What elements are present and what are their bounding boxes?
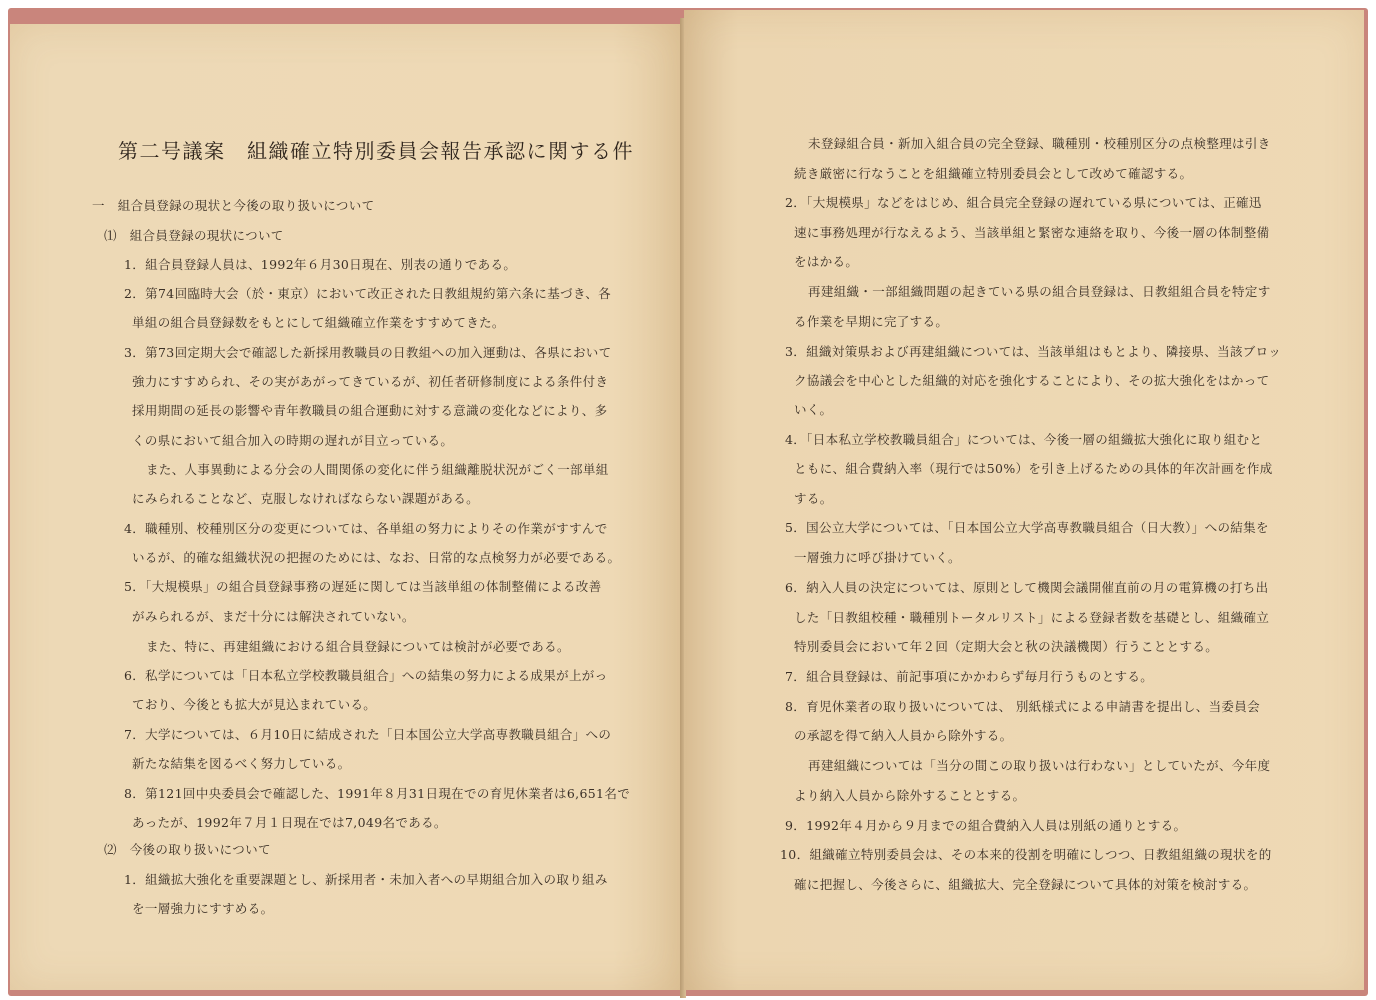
- right-line: ともに、組合費納入率（現行では50%）を引き上げるための具体的年次計画を作成: [794, 461, 1273, 476]
- right-line: 速に事務処理が行なえるよう、当該単組と緊密な連絡を取り、今後一層の体制整備: [794, 225, 1270, 240]
- left-line: 7．大学については、６月10日に結成された「日本国公立大学高専教職員組合」への: [124, 727, 612, 742]
- right-line: 10．組織確立特別委員会は、その本来的役割を明確にしつつ、日教組組織の現状を的: [780, 847, 1272, 862]
- left-line: 1．組織拡大強化を重要課題とし、新採用者・未加入者への早期組合加入の取り組み: [124, 872, 608, 887]
- right-line: 3．組織対策県および再建組織については、当該単組はもとより、隣接県、当該ブロッ: [785, 344, 1282, 359]
- right-line: 一層強力に呼び掛けていく。: [794, 550, 961, 565]
- right-line: ク協議会を中心とした組織的対応を強化することにより、その拡大強化をはかって: [794, 373, 1270, 388]
- right-line: いく。: [794, 402, 833, 417]
- left-line: 採用期間の延長の影響や青年教職員の組合運動に対する意識の変化などにより、多: [132, 403, 608, 418]
- left-line: 8．第121回中央委員会で確認した、1991年８月31日現在での育児休業者は6,651名で: [124, 786, 631, 801]
- left-line: 一 組合員登録の現状と今後の取り扱いについて: [92, 198, 375, 213]
- right-line: 6．納入人員の決定については、原則として機関会議開催直前の月の電算機の打ち出: [785, 580, 1269, 595]
- document-title: 第二号議案 組織確立特別委員会報告承認に関する件: [118, 139, 634, 163]
- left-line: あったが、1992年７月１日現在では7,049名である。: [132, 815, 447, 830]
- left-line: ており、今後とも拡大が見込まれている。: [132, 697, 377, 712]
- left-line: 単組の組合員登録数をもとにして組織確立作業をすすめてきた。: [132, 315, 505, 330]
- right-line: 9．1992年４月から９月までの組合費納入人員は別紙の通りとする。: [785, 818, 1187, 833]
- left-line: 3．第73回定期大会で確認した新採用教職員の日教組への加入運動は、各県において: [124, 345, 612, 360]
- right-line: 再建組織については「当分の間この取り扱いは行わない」としていたが、今年度: [808, 758, 1271, 773]
- right-line: をはかる。: [794, 254, 859, 269]
- left-line: 強力にすすめられ、その実があがってきているが、初任者研修制度による条件付き: [132, 374, 609, 389]
- left-line: また、特に、再建組織における組合員登録については検討が必要である。: [146, 639, 570, 654]
- right-line: 未登録組合員・新加入組合員の完全登録、職種別・校種別区分の点検整理は引き: [808, 136, 1271, 151]
- left-line: いるが、的確な組織状況の把握のためには、なお、日常的な点検努力が必要である。: [132, 550, 621, 565]
- right-line: 4．「日本私立学校教職員組合」については、今後一層の組織拡大強化に取り組むと: [785, 432, 1263, 447]
- left-line: がみられるが、まだ十分には解決されていない。: [132, 609, 415, 624]
- right-line: した「日教組校種・職種別トータルリスト」による登録者数を基礎とし、組織確立: [794, 610, 1270, 625]
- left-line: 2．第74回臨時大会（於・東京）において改正された日教組規約第六条に基づき、各: [124, 286, 612, 301]
- right-line: 2．「大規模県」などをはじめ、組合員完全登録の遅れている県については、正確迅: [785, 195, 1262, 210]
- left-line: 1．組合員登録人員は、1992年６月30日現在、別表の通りである。: [124, 257, 517, 272]
- right-line: の承認を得て納入人員から除外する。: [794, 728, 1013, 743]
- right-line: 確に把握し、今後さらに、組織拡大、完全登録について具体的対策を検討する。: [794, 877, 1257, 892]
- left-line: ⑴ 組合員登録の現状について: [104, 228, 284, 243]
- right-line: より納入人員から除外することとする。: [794, 788, 1026, 803]
- right-line: 再建組織・一部組織問題の起きている県の組合員登録は、日教組組合員を特定す: [808, 284, 1271, 299]
- left-line: 6．私学については「日本私立学校教職員組合」への結集の努力による成果が上がっ: [124, 668, 608, 683]
- left-line: 4．職種別、校種別区分の変更については、各単組の努力によりその作業がすすんで: [124, 521, 608, 536]
- right-line: る作業を早期に完了する。: [794, 314, 949, 329]
- right-line: 特別委員会において年２回（定期大会と秋の決議機関）行うこととする。: [794, 639, 1219, 654]
- right-line: 続き厳密に行なうことを組織確立特別委員会として改めて確認する。: [794, 166, 1193, 181]
- left-line: ⑵ 今後の取り扱いについて: [104, 842, 271, 857]
- left-line: くの県において組合加入の時期の遅れが目立っている。: [132, 433, 454, 448]
- left-line: また、人事異動による分会の人間関係の変化に伴う組織離脱状況がごく一部単組: [146, 462, 609, 477]
- right-line: 8．育児休業者の取り扱いについては、 別紙様式による申請書を提出し、当委員会: [785, 699, 1260, 714]
- left-line: にみられることなど、克服しなければならない課題がある。: [132, 491, 479, 506]
- right-line: 5．国公立大学については、「日本国公立大学高専教職員組合（日大教）」への結集を: [785, 520, 1269, 535]
- right-page: [684, 10, 1364, 990]
- right-line: する。: [794, 491, 833, 506]
- right-line: 7．組合員登録は、前記事項にかかわらず毎月行うものとする。: [785, 669, 1154, 684]
- left-line: 新たな結集を図るべく努力している。: [132, 756, 351, 771]
- left-line: を一層強力にすすめる。: [132, 901, 274, 916]
- left-line: 5．「大規模県」の組合員登録事務の遅延に関しては当該単組の体制整備による改善: [124, 579, 602, 594]
